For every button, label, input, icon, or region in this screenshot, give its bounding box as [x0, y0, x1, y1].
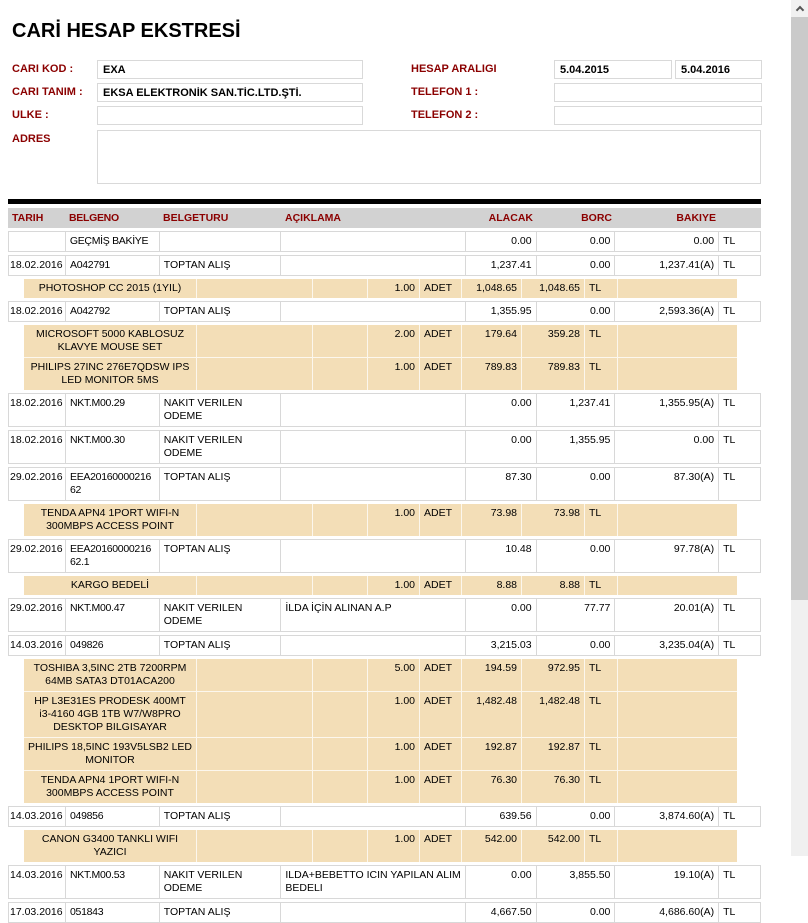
cell-tarih: 14.03.2016 — [9, 866, 66, 898]
hesap-araligi-label: HESAP ARALIGI — [411, 63, 497, 75]
cell-borc: 77.77 — [537, 599, 616, 631]
cell-amount: 1,048.65 — [522, 279, 585, 298]
cell-empty — [197, 659, 313, 691]
cell-tarih: 17.03.2016 — [9, 903, 66, 922]
cell-bakiye: 1,355.95(A) — [615, 394, 719, 426]
transaction-row — [8, 635, 761, 656]
product-detail-row — [24, 325, 737, 357]
cell-unit: ADET — [420, 738, 462, 770]
cell-aciklama — [281, 903, 465, 922]
cell-empty — [618, 738, 737, 770]
cell-belgeturu: NAKIT VERILEN ODEME — [160, 866, 282, 898]
cari-kod-field[interactable] — [97, 60, 363, 79]
product-detail-row — [24, 659, 737, 691]
cell-aciklama — [281, 256, 465, 275]
cell-empty — [618, 830, 737, 862]
cell-empty — [618, 325, 737, 357]
cell-alacak: 1,355.95 — [466, 302, 537, 321]
cell-unit: ADET — [420, 504, 462, 536]
cell-unit-price: 789.83 — [462, 358, 522, 390]
cell-currency: TL — [723, 543, 736, 555]
cell-currency: TL — [723, 906, 736, 918]
cell-unit-price: 1,482.48 — [462, 692, 522, 737]
chevron-up-icon — [795, 6, 803, 14]
cell-belgeno: NKT.M00.47 — [66, 599, 160, 631]
cell-borc: 0.00 — [537, 807, 616, 826]
cell-alacak: 639.56 — [466, 807, 537, 826]
cell-empty — [313, 279, 368, 298]
cell-alacak: 1,237.41 — [466, 256, 537, 275]
cell-product-desc: PHILIPS 18,5INC 193V5LSB2 LED MONITOR — [24, 738, 197, 770]
cell-tarih: 29.02.2016 — [9, 599, 66, 631]
cell-aciklama — [281, 431, 465, 463]
cell-unit-price: 8.88 — [462, 576, 522, 595]
cell-currency: TL — [585, 358, 618, 390]
cell-currency: TL — [723, 810, 736, 822]
cell-tarih — [9, 232, 66, 251]
cell-aciklama — [281, 394, 465, 426]
cell-currency: TL — [723, 434, 736, 446]
cell-amount: 192.87 — [522, 738, 585, 770]
cell-bakiye: 97.78(A) — [615, 540, 719, 572]
cell-currency: TL — [585, 659, 618, 691]
page-title: CARİ HESAP EKSTRESİ — [12, 20, 241, 42]
cell-product-desc: TENDA APN4 1PORT WIFI-N 300MBPS ACCESS POINT — [24, 771, 197, 803]
cell-unit: ADET — [420, 325, 462, 357]
cell-currency: TL — [585, 830, 618, 862]
cell-belgeturu: NAKIT VERILEN ODEME — [160, 394, 282, 426]
cell-bakiye: 1,237.41(A) — [615, 256, 719, 275]
telefon1-label: TELEFON 1 : — [411, 86, 479, 98]
detail-group — [24, 504, 737, 536]
cell-belgeno: 049826 — [66, 636, 160, 655]
cell-belgeturu: TOPTAN ALIŞ — [160, 540, 282, 572]
product-detail-row — [24, 830, 737, 862]
cell-empty — [618, 659, 737, 691]
cell-belgeturu: TOPTAN ALIŞ — [160, 302, 282, 321]
cell-quantity: 1.00 — [368, 358, 420, 390]
cell-tarih: 14.03.2016 — [9, 636, 66, 655]
cell-bakiye: 20.01(A) — [615, 599, 719, 631]
cell-tarih: 29.02.2016 — [9, 540, 66, 572]
cell-borc: 0.00 — [537, 232, 616, 251]
cell-tarih: 18.02.2016 — [9, 394, 66, 426]
detail-group — [24, 659, 737, 803]
header-tarih: TARIH — [12, 211, 44, 224]
transaction-row — [8, 598, 761, 632]
cell-aciklama — [281, 468, 465, 500]
scrollbar-thumb[interactable] — [791, 17, 808, 600]
cell-belgeno: NKT.M00.29 — [66, 394, 160, 426]
cell-quantity: 1.00 — [368, 504, 420, 536]
cell-empty — [618, 504, 737, 536]
cell-product-desc: PHOTOSHOP CC 2015 (1YIL) — [24, 279, 197, 298]
detail-group — [24, 830, 737, 862]
cell-unit: ADET — [420, 279, 462, 298]
transaction-row — [8, 301, 761, 322]
cell-empty — [618, 576, 737, 595]
cell-currency: TL — [585, 325, 618, 357]
cell-tarih: 18.02.2016 — [9, 256, 66, 275]
cell-borc: 3,855.50 — [537, 866, 616, 898]
cell-belgeno: 051843 — [66, 903, 160, 922]
cell-aciklama — [281, 232, 465, 251]
cell-belgeturu: TOPTAN ALIŞ — [160, 903, 282, 922]
detail-group — [24, 325, 737, 390]
cell-currency: TL — [723, 397, 736, 409]
cell-bakiye: 2,593.36(A) — [615, 302, 719, 321]
cell-bakiye: 3,235.04(A) — [615, 636, 719, 655]
cell-empty — [313, 659, 368, 691]
cell-empty — [197, 576, 313, 595]
cell-product-desc: CANON G3400 TANKLI WIFI YAZICI — [24, 830, 197, 862]
cell-currency: TL — [723, 235, 736, 247]
cell-empty — [618, 358, 737, 390]
cell-unit-price: 194.59 — [462, 659, 522, 691]
cell-belgeno: GEÇMİŞ BAKİYE — [66, 232, 160, 251]
cell-amount: 972.95 — [522, 659, 585, 691]
cell-currency: TL — [723, 602, 736, 614]
cell-unit-price: 542.00 — [462, 830, 522, 862]
ulke-label: ULKE : — [12, 109, 49, 121]
cell-unit: ADET — [420, 358, 462, 390]
cell-empty — [618, 692, 737, 737]
cell-tarih: 29.02.2016 — [9, 468, 66, 500]
cell-amount: 789.83 — [522, 358, 585, 390]
cell-quantity: 1.00 — [368, 692, 420, 737]
cell-empty — [197, 358, 313, 390]
telefon2-field[interactable] — [554, 106, 762, 125]
cell-borc: 1,355.95 — [537, 431, 616, 463]
cell-aciklama — [281, 807, 465, 826]
cell-quantity: 1.00 — [368, 771, 420, 803]
table-header-row — [8, 208, 761, 228]
cell-bakiye: 87.30(A) — [615, 468, 719, 500]
cell-quantity: 1.00 — [368, 738, 420, 770]
cell-borc: 0.00 — [537, 636, 616, 655]
hesap-araligi-end-field[interactable] — [675, 60, 762, 79]
transaction-row — [8, 539, 761, 573]
cell-alacak: 0.00 — [466, 599, 537, 631]
cell-amount: 359.28 — [522, 325, 585, 357]
cell-alacak: 0.00 — [466, 866, 537, 898]
product-detail-row — [24, 770, 737, 803]
hesap-araligi-start-field[interactable] — [554, 60, 672, 79]
cell-currency: TL — [723, 305, 736, 317]
cari-kod-label: CARI KOD : — [12, 63, 74, 75]
transaction-row — [8, 231, 761, 252]
cell-belgeturu: TOPTAN ALIŞ — [160, 636, 282, 655]
cell-alacak: 0.00 — [466, 232, 537, 251]
cell-borc: 0.00 — [537, 256, 616, 275]
cell-empty — [313, 358, 368, 390]
cell-quantity: 1.00 — [368, 576, 420, 595]
cell-belgeno: NKT.M00.30 — [66, 431, 160, 463]
cell-belgeno: EEA2016000021662.1 — [66, 540, 160, 572]
cell-belgeno: A042791 — [66, 256, 160, 275]
telefon1-field[interactable] — [554, 83, 762, 102]
cell-quantity: 2.00 — [368, 325, 420, 357]
cell-alacak: 0.00 — [466, 394, 537, 426]
cell-currency: TL — [585, 279, 618, 298]
cell-empty — [197, 279, 313, 298]
ulke-field[interactable] — [97, 106, 363, 125]
cell-amount: 8.88 — [522, 576, 585, 595]
cell-empty — [313, 576, 368, 595]
header-belgeno: BELGENO — [69, 211, 119, 224]
cell-empty — [313, 504, 368, 536]
product-detail-row — [24, 279, 737, 298]
header-borc: BORC — [581, 211, 612, 224]
cell-currency: TL — [585, 738, 618, 770]
cell-empty — [618, 279, 737, 298]
adres-field[interactable] — [97, 130, 761, 184]
cell-bakiye: 0.00 — [615, 431, 719, 463]
cell-unit: ADET — [420, 659, 462, 691]
cell-currency: TL — [723, 471, 736, 483]
cell-empty — [313, 325, 368, 357]
cell-borc: 0.00 — [537, 468, 616, 500]
cell-amount: 1,482.48 — [522, 692, 585, 737]
product-detail-row — [24, 504, 737, 536]
transaction-row — [8, 467, 761, 501]
cell-product-desc: PHILIPS 27INC 276E7QDSW IPS LED MONITOR 5MS — [24, 358, 197, 390]
cell-empty — [313, 771, 368, 803]
cell-currency: TL — [723, 639, 736, 651]
cell-bakiye: 0.00 — [615, 232, 719, 251]
cell-product-desc: MICROSOFT 5000 KABLOSUZ KLAVYE MOUSE SET — [24, 325, 197, 357]
cell-amount: 73.98 — [522, 504, 585, 536]
cell-borc: 0.00 — [537, 903, 616, 922]
cell-belgeturu: TOPTAN ALIŞ — [160, 256, 282, 275]
cell-tarih: 18.02.2016 — [9, 302, 66, 321]
cell-aciklama: ILDA+BEBETTO ICIN YAPILAN ALIM BEDELI — [281, 866, 465, 898]
cell-product-desc: HP L3E31ES PRODESK 400MT i3-4160 4GB 1TB W7/W8PRO DESKTOP BILGISAYAR — [24, 692, 197, 737]
statement-table-body — [8, 231, 761, 923]
cell-empty — [197, 692, 313, 737]
cell-aciklama — [281, 302, 465, 321]
header-alacak: ALACAK — [488, 211, 533, 224]
cell-bakiye: 3,874.60(A) — [615, 807, 719, 826]
cell-borc: 0.00 — [537, 302, 616, 321]
cell-unit-price: 1,048.65 — [462, 279, 522, 298]
statement-table — [8, 199, 761, 923]
cell-empty — [618, 771, 737, 803]
transaction-row — [8, 865, 761, 899]
cell-borc: 1,237.41 — [537, 394, 616, 426]
header-aciklama: AÇIKLAMA — [285, 211, 341, 224]
cell-belgeno: EEA2016000021662 — [66, 468, 160, 500]
cell-empty — [197, 830, 313, 862]
header-bakiye: BAKIYE — [676, 211, 716, 224]
cell-empty — [197, 738, 313, 770]
adres-label: ADRES — [12, 133, 51, 145]
cell-currency: TL — [723, 259, 736, 271]
vertical-scrollbar[interactable] — [791, 0, 808, 856]
cell-borc: 0.00 — [537, 540, 616, 572]
transaction-row — [8, 806, 761, 827]
detail-group — [24, 576, 737, 595]
cell-alacak: 0.00 — [466, 431, 537, 463]
cell-empty — [197, 504, 313, 536]
transaction-row — [8, 393, 761, 427]
cell-aciklama: İLDA İÇİN ALINAN A.P — [281, 599, 465, 631]
cell-unit: ADET — [420, 692, 462, 737]
cell-quantity: 1.00 — [368, 830, 420, 862]
cell-alacak: 87.30 — [466, 468, 537, 500]
transaction-row — [8, 430, 761, 464]
cell-belgeno: A042792 — [66, 302, 160, 321]
cell-belgeturu: NAKIT VERILEN ODEME — [160, 599, 282, 631]
transaction-row — [8, 255, 761, 276]
cell-unit-price: 73.98 — [462, 504, 522, 536]
detail-group — [24, 279, 737, 298]
cell-currency: TL — [723, 869, 736, 881]
cell-empty — [313, 692, 368, 737]
transaction-row — [8, 902, 761, 923]
cell-currency: TL — [585, 576, 618, 595]
telefon2-label: TELEFON 2 : — [411, 109, 479, 121]
cell-aciklama — [281, 636, 465, 655]
cell-currency: TL — [585, 692, 618, 737]
cell-tarih: 18.02.2016 — [9, 431, 66, 463]
product-detail-row — [24, 576, 737, 595]
cell-quantity: 5.00 — [368, 659, 420, 691]
cell-unit: ADET — [420, 771, 462, 803]
cell-product-desc: TOSHIBA 3,5INC 2TB 7200RPM 64MB SATA3 DT01ACA200 — [24, 659, 197, 691]
cell-belgeturu: TOPTAN ALIŞ — [160, 468, 282, 500]
cell-unit-price: 192.87 — [462, 738, 522, 770]
cell-amount: 542.00 — [522, 830, 585, 862]
cell-aciklama — [281, 540, 465, 572]
product-detail-row — [24, 357, 737, 390]
product-detail-row — [24, 691, 737, 737]
cell-empty — [197, 325, 313, 357]
cell-currency: TL — [585, 771, 618, 803]
cell-unit-price: 76.30 — [462, 771, 522, 803]
cell-empty — [313, 738, 368, 770]
table-top-divider — [8, 199, 761, 204]
cell-amount: 76.30 — [522, 771, 585, 803]
cell-belgeno: NKT.M00.53 — [66, 866, 160, 898]
cell-unit-price: 179.64 — [462, 325, 522, 357]
cell-tarih: 14.03.2016 — [9, 807, 66, 826]
cell-alacak: 4,667.50 — [466, 903, 537, 922]
product-detail-row — [24, 737, 737, 770]
cell-alacak: 3,215.03 — [466, 636, 537, 655]
cell-belgeturu: NAKIT VERILEN ODEME — [160, 431, 282, 463]
cell-currency: TL — [585, 504, 618, 536]
cell-empty — [313, 830, 368, 862]
cell-bakiye: 4,686.60(A) — [615, 903, 719, 922]
cari-tanim-field[interactable] — [97, 83, 363, 102]
cell-bakiye: 19.10(A) — [615, 866, 719, 898]
cell-empty — [197, 771, 313, 803]
header-belgeturu: BELGETURU — [163, 211, 229, 224]
cell-quantity: 1.00 — [368, 279, 420, 298]
cell-unit: ADET — [420, 576, 462, 595]
scroll-up-button[interactable] — [791, 0, 808, 17]
cell-alacak: 10.48 — [466, 540, 537, 572]
cari-tanim-label: CARI TANIM : — [12, 86, 83, 98]
cell-unit: ADET — [420, 830, 462, 862]
cell-belgeturu — [160, 232, 282, 251]
cell-belgeturu: TOPTAN ALIŞ — [160, 807, 282, 826]
cell-product-desc: TENDA APN4 1PORT WIFI-N 300MBPS ACCESS POINT — [24, 504, 197, 536]
cell-belgeno: 049856 — [66, 807, 160, 826]
cell-product-desc: KARGO BEDELİ — [24, 576, 197, 595]
